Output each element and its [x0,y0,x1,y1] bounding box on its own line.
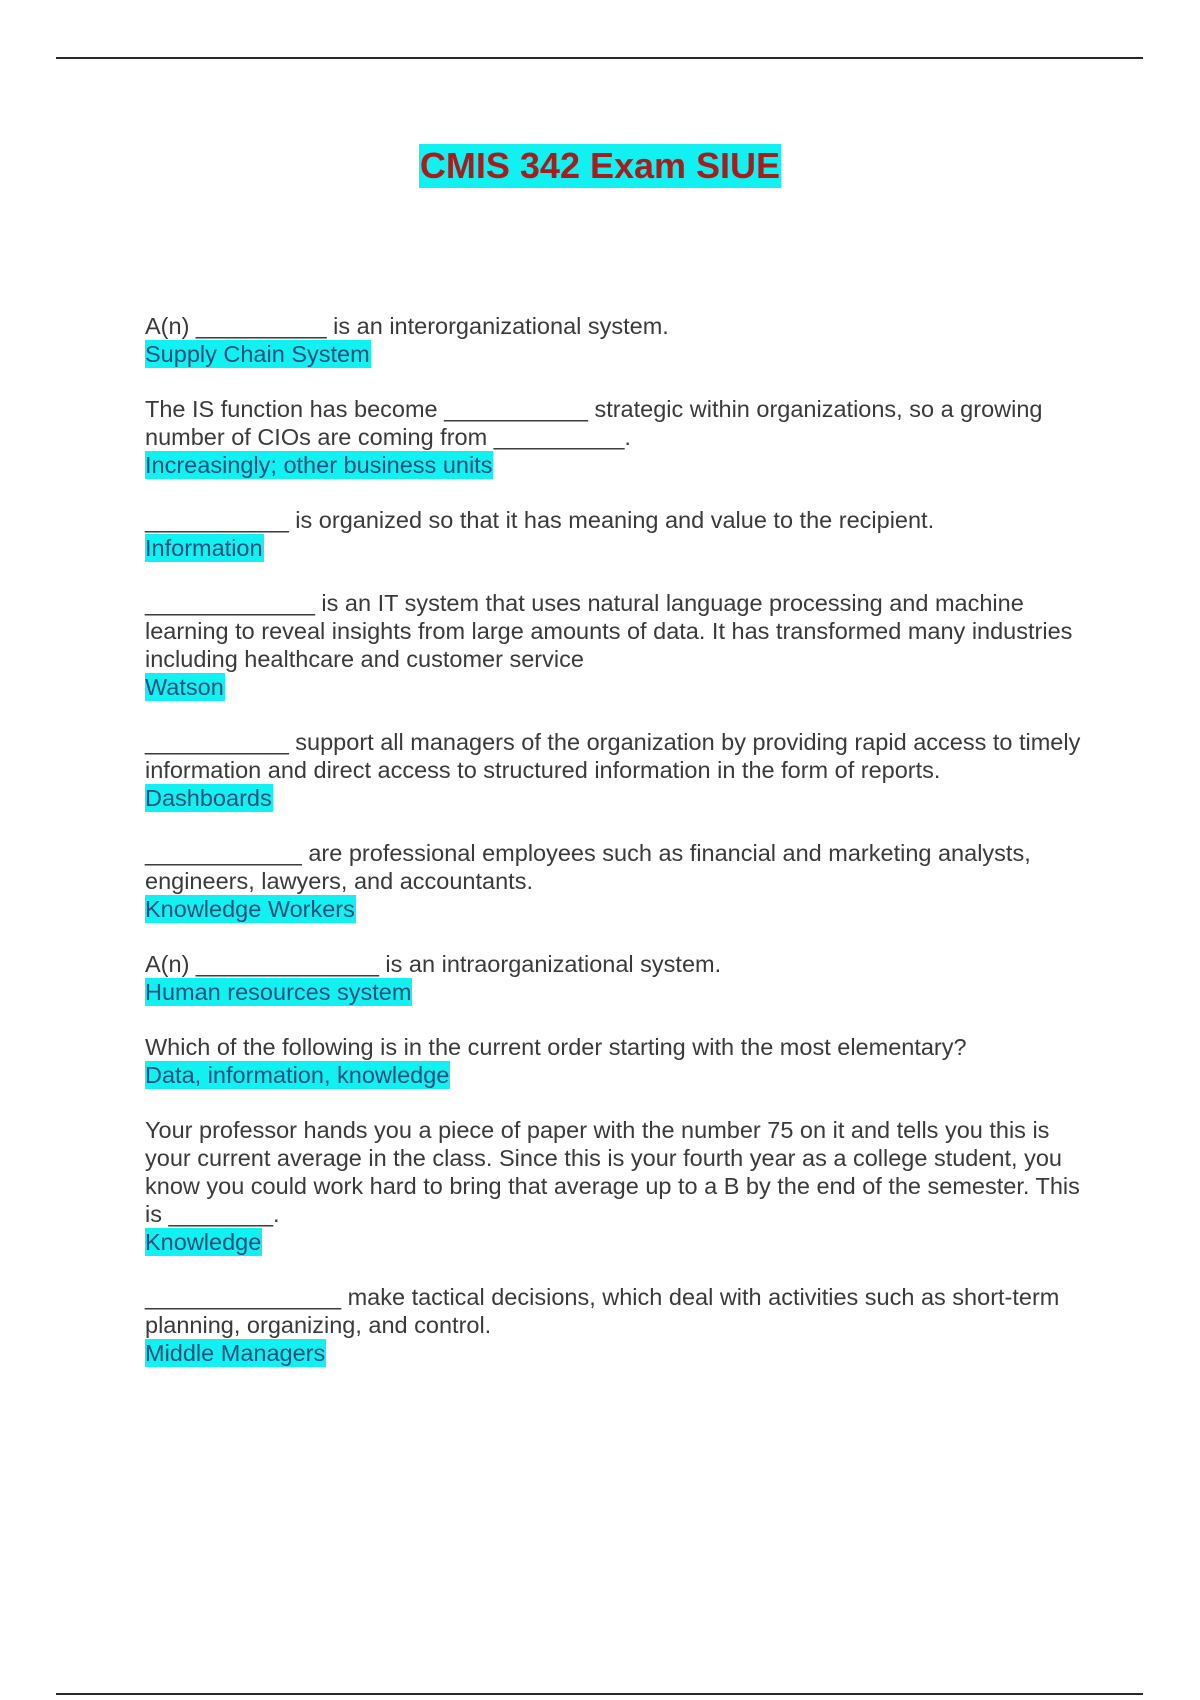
answer-highlight: Knowledge [145,1229,262,1255]
question-list [145,312,1095,1394]
qa-item [145,506,1095,562]
qa-item [145,728,1095,812]
qa-item [145,1116,1095,1256]
qa-item [145,395,1095,479]
question-text: A(n) ______________ is an intraorganizational system. [145,951,722,977]
answer-highlight: Dashboards [145,785,272,811]
question-text: ___________ support all managers of the organization by providing rapid access to timely information and direct access to structured information in the form of reports. [145,729,1081,783]
qa-item [145,839,1095,923]
question-text: Which of the following is in the current order starting with the most elementary? [145,1034,967,1060]
answer-highlight: Knowledge Workers [145,896,355,922]
qa-item [145,589,1095,701]
answer-highlight: Increasingly; other business units [145,452,493,478]
answer-highlight: Middle Managers [145,1340,326,1366]
question-text: Your professor hands you a piece of paper with the number 75 on it and tells you this is your current average in the class. Since this is your fourth year as a college student, you know you could work hard to bring that average up to a B by the end of the semester. This is ________. [145,1117,1080,1227]
footer-rule [56,1693,1143,1695]
answer-highlight: Human resources system [145,979,412,1005]
answer-highlight: Supply Chain System [145,341,370,367]
header-rule [56,57,1143,59]
question-text: The IS function has become ___________ strategic within organizations, so a growing number of CIOs are coming from __________. [145,396,1043,450]
question-text: ____________ are professional employees such as financial and marketing analysts, engineers, lawyers, and accountants. [145,840,1031,894]
qa-item [145,1033,1095,1089]
qa-item [145,950,1095,1006]
title-container [0,144,1200,188]
qa-item [145,312,1095,368]
question-text: _____________ is an IT system that uses natural language processing and machine learning to reveal insights from large amounts of data. It has transformed many industries including healthcare and customer service [145,590,1073,672]
answer-highlight: Watson [145,674,224,700]
document-title: CMIS 342 Exam SIUE [419,145,781,186]
question-text: _______________ make tactical decisions, which deal with activities such as short-term planning, organizing, and control. [145,1284,1060,1338]
answer-highlight: Data, information, knowledge [145,1062,450,1088]
question-text: ___________ is organized so that it has meaning and value to the recipient. [145,507,935,533]
question-text: A(n) __________ is an interorganizational system. [145,313,669,339]
answer-highlight: Information [145,535,263,561]
qa-item [145,1283,1095,1367]
